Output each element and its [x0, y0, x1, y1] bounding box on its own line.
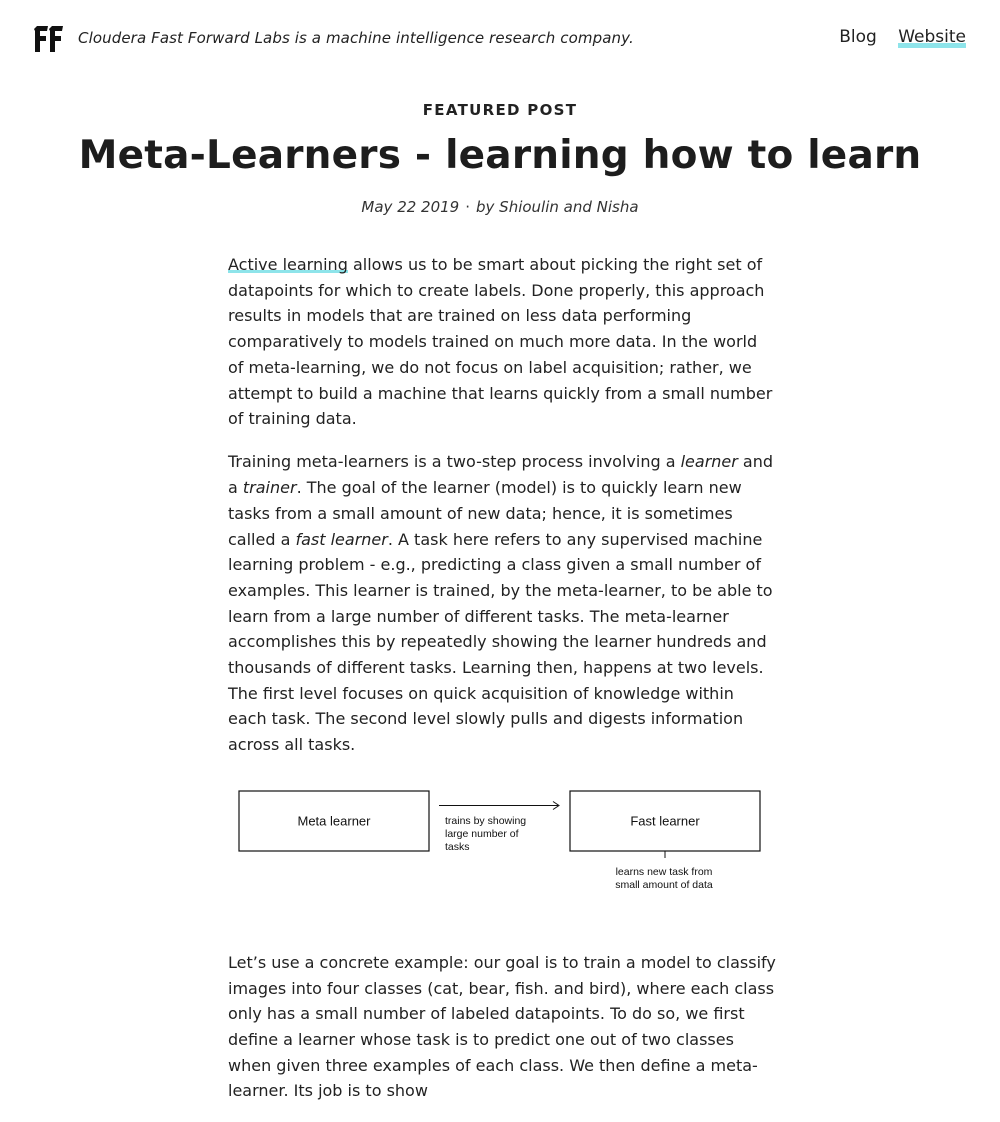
meta-learner-label: Meta learner — [297, 813, 371, 829]
paragraph-2-text-a: Training meta-learners is a two-step process involving a — [228, 452, 681, 472]
post-date: May 22 2019 — [361, 198, 460, 216]
arrow-label-line-3: tasks — [445, 840, 470, 853]
term-learner: learner — [680, 452, 738, 472]
paragraph-2-text-d: . A task here refers to any supervised machine learning problem - e.g., predicting a class given a small number of examples. This learner is trained, by the meta-learner, to be able to learn from a large number of different tasks. The meta-learner accomplishes this by repeatedly showing the learner hundreds and thousands of different tasks. Learning then, happens at two levels. The first level focuses on quick acquisition of knowledge within each task. The second level slowly pulls and digests information across all tasks. — [228, 529, 773, 755]
article-body — [228, 252, 776, 1122]
arrow-label-line-1: trains by showing — [445, 814, 527, 827]
arrow-label-line-2: large number of — [445, 827, 519, 840]
below-label-line-2: small amount of data — [615, 878, 713, 891]
meta-learner-diagram — [228, 778, 776, 926]
active-learning-link[interactable]: Active learning — [228, 255, 348, 274]
fast-forward-logo[interactable] — [34, 26, 64, 52]
post-byline: by Shioulin and Nisha — [476, 198, 639, 216]
post-kicker: FEATURED POST — [422, 101, 578, 119]
below-label-line-1: learns new task from — [615, 865, 713, 878]
paragraph-2 — [228, 449, 776, 757]
site-header — [0, 0, 1000, 78]
paragraph-1 — [228, 252, 776, 432]
top-nav — [839, 27, 966, 47]
meta-separator: · — [465, 198, 471, 216]
post-meta — [0, 198, 1000, 216]
nav-link-blog[interactable]: Blog — [839, 27, 877, 47]
term-fast-learner: fast learner — [295, 529, 388, 549]
paragraph-1-text: allows us to be smart about picking the right set of datapoints for which to create labels. Done properly, this approach results in models that are trained on less data performing comparatively to models trained on much more data. In the world of meta-learning, we do not focus on label acquisition; rather, we attempt to build a machine that learns quickly from a small number of training data. — [228, 255, 773, 429]
post-title: Meta-Learners - learning how to learn — [78, 133, 922, 178]
paragraph-3: Let’s use a concrete example: our goal is to train a model to classify images into four classes (cat, bear, fish. and bird), where each class only has a small number of labeled datapoints. To do so, we first define a learner whose task is to predict one out of two classes when given three examples of each class. We then define a meta-learner. Its job is to show — [228, 952, 776, 1101]
paragraph-2-text-c: . The goal of the learner (model) is to quickly learn new tasks from a small amount of new data; hence, it is sometimes called a — [228, 478, 742, 549]
site-tagline: Cloudera Fast Forward Labs is a machine intelligence research company. — [78, 29, 634, 47]
nav-link-website[interactable]: Website — [898, 27, 966, 47]
diagram-svg — [228, 778, 776, 926]
fast-learner-label: Fast learner — [630, 813, 700, 829]
paragraph-2-text-b: and a — [228, 452, 774, 498]
term-trainer: trainer — [242, 478, 297, 498]
